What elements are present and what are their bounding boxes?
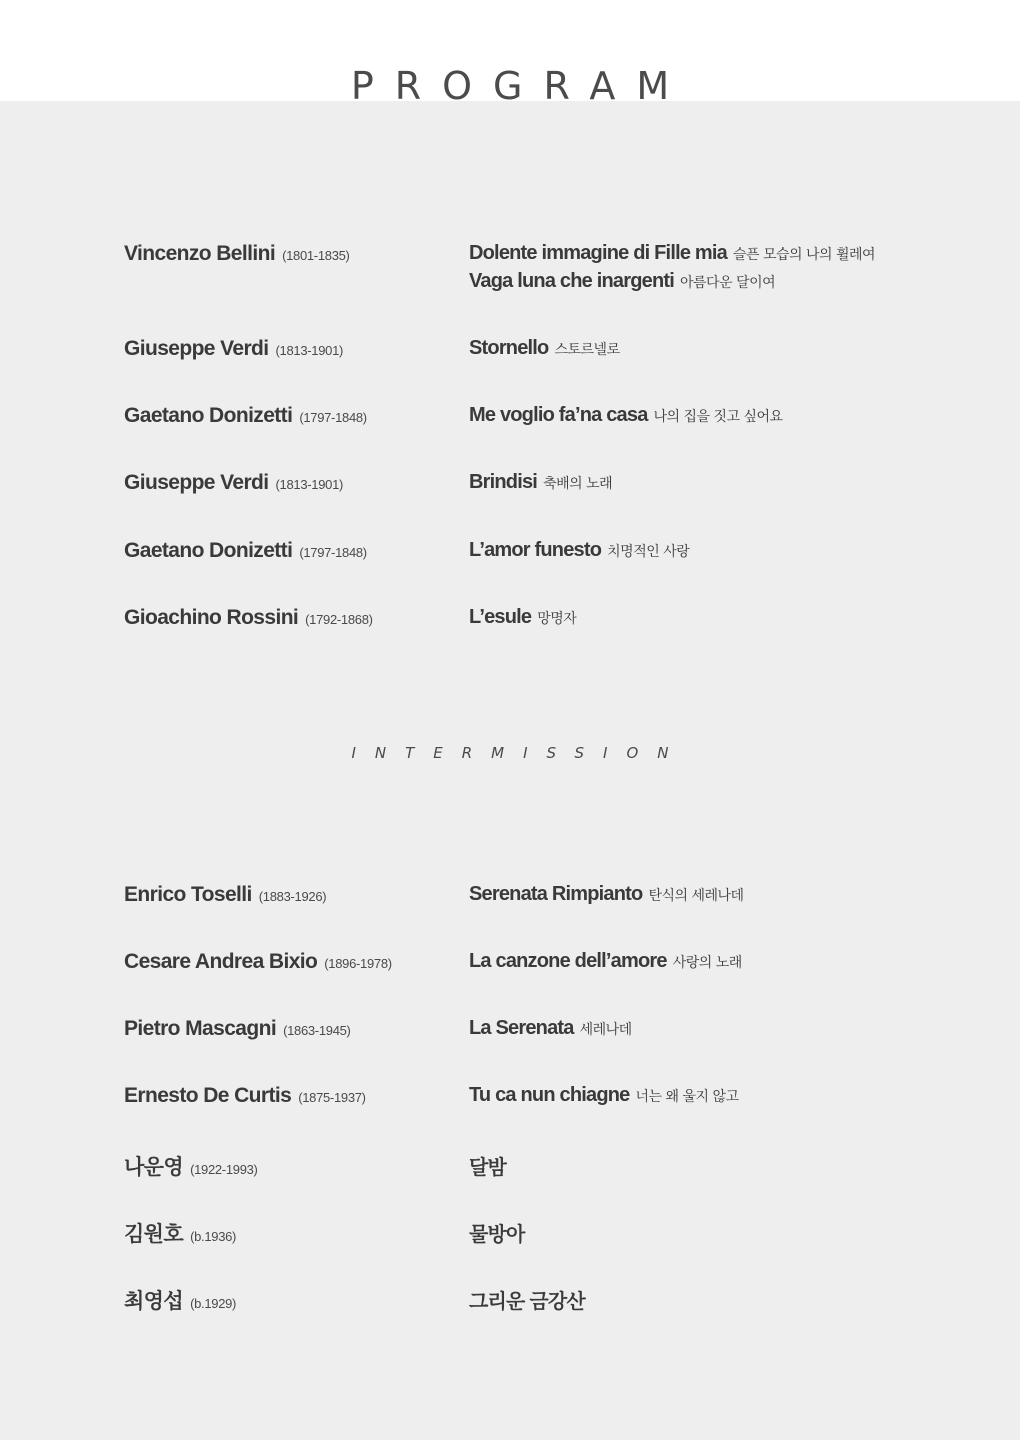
work-title: Dolente immagine di Fille mia xyxy=(469,242,727,264)
composer-name: Enrico Toselli xyxy=(124,883,252,906)
composer xyxy=(124,1285,236,1315)
composer-name: Cesare Andrea Bixio xyxy=(124,950,318,973)
composer-name: Giuseppe Verdi xyxy=(124,471,269,494)
work-korean-title: 세레나데 xyxy=(579,1022,632,1038)
work-item xyxy=(469,1218,531,1246)
work-korean-title: 슬픈 모습의 나의 휠레여 xyxy=(732,247,876,263)
composer xyxy=(124,1151,258,1181)
composer xyxy=(124,606,373,630)
work-item xyxy=(469,270,875,298)
composer-years: (b.1936) xyxy=(190,1229,237,1244)
work-item xyxy=(469,1084,739,1112)
work-item xyxy=(469,950,742,978)
work-item xyxy=(469,337,620,365)
composer xyxy=(124,404,367,428)
work-title: 달밤 xyxy=(469,1157,507,1179)
composer xyxy=(124,337,343,361)
works-list xyxy=(469,1017,632,1045)
works-list xyxy=(469,404,783,432)
composer-years: (1875-1937) xyxy=(298,1090,366,1105)
work-title: La canzone dell’amore xyxy=(469,950,667,972)
composer-years: (1883-1926) xyxy=(258,889,327,904)
composer xyxy=(124,242,350,266)
composer-name: 최영섭 xyxy=(124,1290,184,1313)
work-item xyxy=(469,883,744,911)
work-item xyxy=(469,539,689,567)
work-korean-title: 치명적인 사랑 xyxy=(607,544,690,560)
composer-years: (1896-1978) xyxy=(324,956,392,971)
composer-years: (1797-1848) xyxy=(299,545,367,560)
works-list xyxy=(469,883,744,911)
composer xyxy=(124,1084,366,1108)
work-title: Stornello xyxy=(469,337,549,359)
composer-years: (1792-1868) xyxy=(305,612,373,627)
work-title: 그리운 금강산 xyxy=(469,1291,585,1313)
work-item xyxy=(469,1151,512,1179)
works-list xyxy=(469,1151,512,1179)
work-item xyxy=(469,1017,632,1045)
composer-name: Vincenzo Bellini xyxy=(124,242,276,265)
composer xyxy=(124,1017,351,1041)
composer-name: Ernesto De Curtis xyxy=(124,1084,292,1107)
work-title: Tu ca nun chiagne xyxy=(469,1084,630,1106)
work-title: Vaga luna che inargenti xyxy=(469,270,674,292)
composer xyxy=(124,950,392,974)
composer-years: (1801-1835) xyxy=(282,248,350,263)
works-list xyxy=(469,242,875,298)
composer-years: (1922-1993) xyxy=(190,1162,258,1177)
work-item xyxy=(469,404,783,432)
work-korean-title: 탄식의 세레나데 xyxy=(648,888,744,904)
works-list xyxy=(469,950,742,978)
composer-years: (1813-1901) xyxy=(275,477,344,492)
work-korean-title: 축배의 노래 xyxy=(543,476,613,492)
work-title: Brindisi xyxy=(469,471,538,493)
work-title: La Serenata xyxy=(469,1017,574,1039)
works-list xyxy=(469,1285,591,1313)
works-list xyxy=(469,1218,531,1246)
work-item xyxy=(469,1285,591,1313)
work-title: L’esule xyxy=(469,606,532,628)
composer-name: Gaetano Donizetti xyxy=(124,539,293,562)
work-title: L’amor funesto xyxy=(469,539,602,561)
composer-name: Gioachino Rossini xyxy=(124,606,299,629)
work-item xyxy=(469,242,875,270)
work-korean-title: 사랑의 노래 xyxy=(672,955,742,971)
works-list xyxy=(469,606,576,634)
composer-name: 김원호 xyxy=(124,1223,184,1246)
work-title: Serenata Rimpianto xyxy=(469,883,643,905)
composer xyxy=(124,539,367,563)
program-title: PROGRAM xyxy=(350,64,691,108)
composer-name: Giuseppe Verdi xyxy=(124,337,269,360)
work-item xyxy=(469,606,576,634)
work-korean-title: 나의 집을 짓고 싶어요 xyxy=(653,409,783,425)
works-list xyxy=(469,471,612,499)
work-title: Me voglio fa’na casa xyxy=(469,404,648,426)
work-title: 물방아 xyxy=(469,1224,525,1246)
composer-name: 나운영 xyxy=(124,1156,184,1179)
composer-years: (1813-1901) xyxy=(275,343,344,358)
work-korean-title: 망명자 xyxy=(537,611,577,627)
work-korean-title: 스토르넬로 xyxy=(554,342,620,358)
composer xyxy=(124,883,326,907)
composer xyxy=(124,471,343,495)
work-item xyxy=(469,471,612,499)
works-list xyxy=(469,1084,739,1112)
composer-name: Pietro Mascagni xyxy=(124,1017,277,1040)
composer-name: Gaetano Donizetti xyxy=(124,404,293,427)
work-korean-title: 너는 왜 울지 않고 xyxy=(635,1089,739,1105)
composer-years: (b.1929) xyxy=(190,1296,237,1311)
works-list xyxy=(469,337,620,365)
intermission-label: INTERMISSION xyxy=(351,744,688,762)
works-list xyxy=(469,539,689,567)
composer xyxy=(124,1218,236,1248)
work-korean-title: 아름다운 달이여 xyxy=(680,275,776,291)
composer-years: (1797-1848) xyxy=(299,410,367,425)
composer-years: (1863-1945) xyxy=(283,1023,351,1038)
